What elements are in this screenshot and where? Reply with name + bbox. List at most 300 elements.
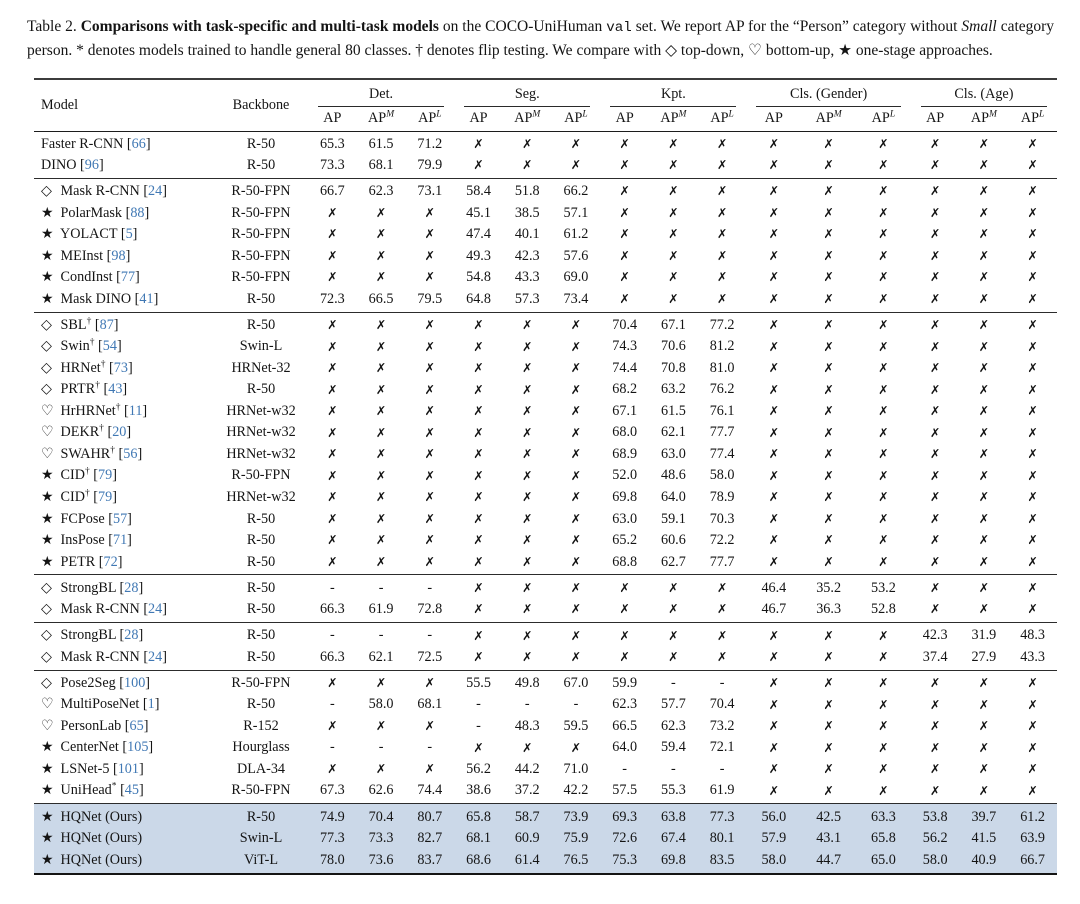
not-supported-cross-icon: ✗ (1027, 136, 1038, 151)
not-supported-cross-icon: ✗ (375, 339, 387, 354)
metric-value: 70.3 (709, 510, 735, 527)
not-supported-cross-icon: ✗ (768, 740, 779, 755)
citation-link[interactable]: 100 (124, 674, 146, 691)
metric-value: 72.5 (417, 648, 443, 665)
citation-link[interactable]: 79 (98, 467, 113, 484)
not-supported-cross-icon: ✗ (716, 227, 728, 242)
not-supported-cross-icon: ✗ (522, 740, 533, 755)
not-supported-cross-icon: ✗ (768, 447, 779, 462)
citation-link[interactable]: 28 (124, 579, 139, 596)
citation-link[interactable]: 54 (102, 338, 117, 355)
not-supported-cross-icon: ✗ (929, 447, 941, 462)
metric-value: 66.2 (552, 178, 601, 202)
metric-value: 55.3 (660, 782, 686, 799)
citation-link[interactable]: 24 (148, 183, 163, 200)
not-supported-cross-icon: ✗ (522, 468, 533, 483)
column-header-ap-m: $AP^M$ (357, 107, 406, 132)
backbone-cell: R-152 (243, 717, 279, 734)
metric-value: 49.8 (503, 670, 552, 694)
metric-value: 82.7 (417, 830, 443, 847)
metric-superscript: L (582, 108, 588, 119)
not-supported-cross-icon: ✗ (823, 270, 834, 285)
group-header-label: Det. (369, 85, 394, 102)
not-supported-cross-icon: ✗ (929, 361, 941, 376)
citation-link[interactable]: 43 (108, 381, 123, 398)
diamond-icon: ◇ (41, 601, 52, 618)
model-name-cell: DINO [96] (41, 157, 104, 174)
model-name: CondInst (57, 269, 113, 286)
not-supported-cross-icon: ✗ (503, 575, 552, 599)
not-supported-cross-icon: ✗ (716, 602, 728, 617)
group-header-rule (756, 85, 900, 107)
no-result-dash: - (573, 696, 579, 713)
metric-value: 57.3 (514, 290, 540, 307)
model-name-cell: ♡ SWAHR† [56] (41, 445, 143, 462)
not-supported-cross-icon: ✗ (522, 533, 533, 548)
model-name-cell: ★ MEInst [98] (41, 247, 131, 264)
not-supported-cross-icon: ✗ (978, 468, 990, 483)
not-supported-cross-icon: ✗ (716, 158, 728, 173)
backbone-cell: DLA-34 (236, 760, 286, 777)
not-supported-cross-icon: ✗ (716, 650, 728, 665)
citation-link[interactable]: 72 (103, 553, 118, 570)
not-supported-cross-icon: ✗ (473, 740, 484, 755)
not-supported-cross-icon: ✗ (823, 468, 834, 483)
metric-value: 68.9 (612, 445, 638, 462)
not-supported-cross-icon: ✗ (823, 227, 834, 242)
table-row-pose2seg-r-50-fpn (34, 670, 1057, 694)
not-supported-cross-icon: ✗ (327, 719, 338, 734)
not-supported-cross-icon: ✗ (823, 382, 834, 397)
model-name: HQNet (Ours) (57, 808, 143, 825)
metric-value: 48.3 (1008, 623, 1057, 647)
not-supported-cross-icon: ✗ (801, 623, 856, 647)
not-supported-cross-icon: ✗ (522, 554, 533, 569)
not-supported-cross-icon: ✗ (327, 447, 338, 462)
caption-text-1: on the COCO-UniHuman (442, 18, 603, 35)
backbone-cell: Swin-L (239, 338, 283, 355)
not-supported-cross-icon: ✗ (978, 533, 990, 548)
column-header-ap: AP (911, 107, 960, 132)
not-supported-cross-icon: ✗ (856, 178, 911, 202)
no-result-dash: - (476, 717, 481, 734)
not-supported-cross-icon: ✗ (375, 719, 387, 734)
model-name: DINO (41, 157, 77, 174)
not-supported-cross-icon: ✗ (424, 447, 435, 462)
not-supported-cross-icon: ✗ (522, 490, 533, 505)
model-name: Mask R-CNN (57, 183, 140, 200)
not-supported-cross-icon: ✗ (522, 650, 533, 665)
not-supported-cross-icon: ✗ (1027, 158, 1038, 173)
model-name-cell: ◇ Swin† [54] (41, 337, 122, 355)
no-result-dash: - (649, 670, 698, 694)
citation-link[interactable]: 24 (148, 601, 163, 618)
table-row-hqnet-ours-r-50 (34, 804, 1057, 828)
citation-link[interactable]: 28 (124, 627, 139, 644)
not-supported-cross-icon: ✗ (473, 447, 484, 462)
not-supported-cross-icon: ✗ (375, 533, 387, 548)
metric-value: 63.8 (649, 804, 698, 828)
not-supported-cross-icon: ✗ (327, 382, 338, 397)
table-row-hqnet-ours-vit-l (34, 849, 1057, 873)
heart-icon: ♡ (41, 717, 54, 734)
not-supported-cross-icon: ✗ (308, 670, 357, 694)
not-supported-cross-icon: ✗ (768, 468, 779, 483)
not-supported-cross-icon: ✗ (424, 490, 435, 505)
metric-value: 58.4 (454, 178, 503, 202)
not-supported-cross-icon: ✗ (668, 158, 679, 173)
metric-value: 62.3 (357, 178, 406, 202)
metric-value: 38.6 (466, 782, 491, 799)
backbone-cell: R-50 (246, 135, 276, 152)
star-icon: ★ (41, 760, 54, 777)
metric-value: 44.2 (514, 760, 540, 777)
no-result-dash: - (524, 696, 530, 713)
not-supported-cross-icon: ✗ (424, 227, 435, 242)
not-supported-cross-icon: ✗ (473, 511, 484, 526)
not-supported-cross-icon: ✗ (668, 227, 679, 242)
not-supported-cross-icon: ✗ (454, 312, 503, 336)
metric-value: 58.0 (922, 851, 948, 868)
citation-link[interactable]: 101 (117, 760, 139, 777)
not-supported-cross-icon: ✗ (801, 178, 856, 202)
backbone-cell: R-50 (246, 648, 276, 665)
not-supported-cross-icon: ✗ (1027, 762, 1038, 777)
table-row-fcpose-r-50 (34, 508, 1057, 530)
not-supported-cross-icon: ✗ (619, 270, 630, 285)
not-supported-cross-icon: ✗ (649, 575, 698, 599)
metric-value: 72.2 (709, 532, 735, 549)
group-header-label: Seg. (514, 85, 540, 102)
not-supported-cross-icon: ✗ (570, 533, 582, 548)
metric-superscript: M (678, 108, 687, 119)
not-supported-cross-icon: ✗ (473, 650, 484, 665)
metric-value: 76.5 (563, 851, 589, 868)
not-supported-cross-icon: ✗ (570, 447, 582, 462)
model-name: HRNet (57, 359, 101, 376)
backbone-cell: R-50 (246, 381, 276, 398)
table-row-hqnet-ours-swin-l (34, 828, 1057, 850)
not-supported-cross-icon: ✗ (473, 468, 484, 483)
column-header-ap: AP (308, 107, 357, 132)
metric-value: 69.8 (660, 851, 686, 868)
table-row-strongbl-r-50 (34, 575, 1057, 599)
citation-link[interactable]: 56 (123, 445, 138, 462)
not-supported-cross-icon: ✗ (878, 697, 889, 712)
metric-value: 69.0 (563, 269, 589, 286)
not-supported-cross-icon: ✗ (600, 575, 649, 599)
model-name-cell: ★ InsPose [71] (41, 532, 132, 549)
group-header-rule (464, 85, 590, 107)
no-result-dash: - (405, 575, 454, 599)
not-supported-cross-icon: ✗ (878, 205, 889, 220)
metric-value: 52.0 (612, 467, 638, 484)
group-header-rule (318, 85, 444, 107)
not-supported-cross-icon: ✗ (1008, 312, 1057, 336)
not-supported-cross-icon: ✗ (768, 783, 779, 798)
model-name: HQNet (Ours) (57, 830, 143, 847)
not-supported-cross-icon: ✗ (357, 312, 406, 336)
table-row-cid-hrnet-w32 (34, 487, 1057, 509)
metric-superscript: L (1039, 108, 1045, 119)
backbone-cell: HRNet-w32 (226, 402, 296, 419)
not-supported-cross-icon: ✗ (978, 205, 990, 220)
table-row-sbl-r-50 (34, 312, 1057, 336)
metric-value: 76.2 (709, 381, 735, 398)
not-supported-cross-icon: ✗ (768, 339, 779, 354)
not-supported-cross-icon: ✗ (570, 650, 582, 665)
model-name-cell: ★ YOLACT [5] (41, 226, 138, 243)
metric-value: 58.0 (709, 467, 735, 484)
diamond-icon: ◇ (41, 316, 52, 333)
not-supported-cross-icon: ✗ (823, 361, 834, 376)
metric-value: 70.4 (600, 312, 649, 336)
not-supported-cross-icon: ✗ (1008, 575, 1057, 599)
star-icon: ★ (41, 553, 54, 570)
not-supported-cross-icon: ✗ (600, 178, 649, 202)
not-supported-cross-icon: ✗ (473, 361, 484, 376)
not-supported-cross-icon: ✗ (619, 227, 630, 242)
not-supported-cross-icon: ✗ (1027, 511, 1038, 526)
backbone-cell: R-50 (246, 157, 276, 174)
metric-value: 67.4 (660, 830, 686, 847)
metric-value: 42.3 (514, 247, 540, 264)
not-supported-cross-icon: ✗ (552, 312, 601, 336)
not-supported-cross-icon: ✗ (375, 248, 387, 263)
metric-value: 69.8 (612, 488, 638, 505)
not-supported-cross-icon: ✗ (768, 511, 779, 526)
star-icon: ★ (41, 739, 54, 756)
not-supported-cross-icon: ✗ (978, 339, 990, 354)
metric-value: 74.4 (417, 782, 443, 799)
metric-value: 66.5 (612, 717, 638, 734)
citation-link[interactable]: 65 (129, 717, 144, 734)
table-row-lsnet-5-dla-34 (34, 759, 1057, 781)
group-header-cls-age (911, 79, 1057, 107)
dagger-mark: † (89, 337, 95, 348)
not-supported-cross-icon: ✗ (570, 158, 582, 173)
not-supported-cross-icon: ✗ (878, 533, 889, 548)
group-header-rule (610, 85, 736, 107)
metric-value: 57.9 (761, 830, 787, 847)
backbone-cell: R-50 (214, 623, 308, 647)
model-name-cell: ★ UniHead* [45] (41, 781, 144, 799)
backbone-cell: R-50 (246, 696, 276, 713)
not-supported-cross-icon: ✗ (668, 602, 679, 617)
backbone-cell: R-50 (246, 510, 276, 527)
diamond-icon: ◇ (41, 627, 52, 644)
model-name: YOLACT (57, 226, 118, 243)
not-supported-cross-icon: ✗ (878, 650, 889, 665)
citation-link[interactable]: 105 (127, 739, 149, 756)
metric-value: 61.5 (368, 135, 394, 152)
metric-value: 63.0 (612, 510, 638, 527)
not-supported-cross-icon: ✗ (768, 650, 779, 665)
backbone-cell: HRNet-w32 (226, 488, 296, 505)
no-result-dash: - (329, 739, 335, 756)
metric-value: 57.1 (563, 204, 589, 221)
group-header-seg (454, 79, 600, 107)
not-supported-cross-icon: ✗ (716, 292, 728, 306)
not-supported-cross-icon: ✗ (911, 670, 960, 694)
no-result-dash: - (378, 739, 384, 756)
metric-value: 64.0 (612, 739, 638, 756)
metric-value: 66.5 (368, 290, 394, 307)
metric-value: 77.4 (709, 445, 735, 462)
model-name-cell: ★ CID† [79] (41, 466, 117, 484)
not-supported-cross-icon: ✗ (522, 382, 533, 397)
citation-link[interactable]: 20 (112, 424, 127, 441)
not-supported-cross-icon: ✗ (698, 623, 747, 647)
metric-value: 63.2 (660, 381, 686, 398)
model-name: MultiPoseNet (57, 696, 140, 713)
not-supported-cross-icon: ✗ (570, 511, 582, 526)
model-name: Mask R-CNN (57, 648, 140, 665)
citation-link[interactable]: 24 (148, 648, 163, 665)
metric-value: 68.1 (417, 696, 443, 713)
results-table-container (34, 78, 1057, 875)
citation-link[interactable]: 5 (125, 226, 133, 243)
metric-value: 77.7 (709, 553, 735, 570)
dagger-mark: † (110, 445, 115, 456)
metric-value: 38.5 (514, 204, 540, 221)
metric-value: 64.8 (466, 290, 491, 307)
not-supported-cross-icon: ✗ (424, 511, 435, 526)
star-icon: ★ (41, 467, 54, 484)
metric-value: 42.5 (801, 804, 856, 828)
backbone-cell: HRNet-32 (231, 359, 291, 376)
not-supported-cross-icon: ✗ (929, 227, 941, 242)
not-supported-cross-icon: ✗ (878, 158, 889, 173)
caption-bold-title: Comparisons with task-specific and multi-task models (80, 18, 439, 35)
column-header-ap-l: $AP^L$ (405, 107, 454, 132)
not-supported-cross-icon: ✗ (768, 382, 779, 397)
not-supported-cross-icon: ✗ (878, 511, 889, 526)
model-name-cell: ★ CenterNet [105] (41, 739, 154, 756)
not-supported-cross-icon: ✗ (327, 361, 338, 376)
metric-value: 70.4 (357, 804, 406, 828)
citation-link[interactable]: 79 (98, 488, 113, 505)
not-supported-cross-icon: ✗ (375, 382, 387, 397)
metric-value: 37.2 (514, 782, 540, 799)
not-supported-cross-icon: ✗ (327, 533, 338, 548)
metric-value: 79.5 (417, 290, 443, 307)
metric-value: 56.2 (922, 830, 948, 847)
not-supported-cross-icon: ✗ (1027, 339, 1038, 354)
not-supported-cross-icon: ✗ (929, 270, 941, 285)
dagger-mark: † (95, 380, 100, 391)
metric-value: 40.9 (971, 851, 997, 868)
citation-link[interactable]: 66 (131, 135, 146, 152)
not-supported-cross-icon: ✗ (570, 361, 582, 376)
not-supported-cross-icon: ✗ (327, 762, 338, 777)
table-row-strongbl-r-50 (34, 623, 1057, 647)
not-supported-cross-icon: ✗ (746, 312, 801, 336)
not-supported-cross-icon: ✗ (619, 650, 630, 665)
table-row-multiposenet-r-50 (34, 694, 1057, 716)
model-name-cell: ♡ HrHRNet† [11] (41, 402, 148, 419)
metric-value: 79.9 (417, 157, 443, 174)
not-supported-cross-icon: ✗ (1027, 697, 1038, 712)
metric-value: 67.1 (612, 402, 638, 419)
not-supported-cross-icon: ✗ (503, 623, 552, 647)
metric-value: 72.1 (709, 739, 735, 756)
not-supported-cross-icon: ✗ (878, 227, 889, 242)
metric-value: 49.3 (466, 247, 491, 264)
citation-link[interactable]: 57 (112, 510, 128, 527)
not-supported-cross-icon: ✗ (473, 136, 484, 151)
metric-value: 37.4 (922, 648, 948, 665)
citation-link[interactable]: 73 (113, 359, 128, 376)
metric-value: 65.8 (870, 830, 896, 847)
metric-value: 72.6 (612, 830, 638, 847)
model-name-cell: ◇ PRTR† [43] (41, 380, 128, 398)
not-supported-cross-icon: ✗ (823, 783, 834, 798)
not-supported-cross-icon: ✗ (978, 762, 990, 777)
no-result-dash: - (357, 623, 406, 647)
not-supported-cross-icon: ✗ (552, 623, 601, 647)
no-result-dash: - (698, 670, 747, 694)
not-supported-cross-icon: ✗ (878, 490, 889, 505)
citation-link[interactable]: 45 (124, 782, 139, 799)
metric-value: 64.0 (660, 488, 686, 505)
citation-link[interactable]: 88 (130, 204, 145, 221)
dagger-mark: † (100, 359, 106, 370)
citation-link[interactable]: 1 (147, 696, 155, 713)
column-header-ap-m: $AP^M$ (960, 107, 1009, 132)
metric-value: 81.2 (709, 338, 735, 355)
metric-value: 68.2 (612, 381, 638, 398)
column-header-ap: AP (600, 107, 649, 132)
metric-value: 77.2 (698, 312, 747, 336)
citation-link[interactable]: 77 (120, 269, 136, 286)
citation-link[interactable]: 98 (111, 247, 126, 264)
citation-link[interactable]: 96 (84, 157, 99, 174)
model-name-cell: ♡ MultiPoseNet [1] (41, 696, 160, 713)
not-supported-cross-icon: ✗ (619, 136, 630, 151)
model-name-cell: Faster R-CNN [66] (41, 135, 151, 152)
not-supported-cross-icon: ✗ (878, 425, 889, 440)
results-table-body (34, 131, 1057, 873)
star-icon: ★ (41, 532, 54, 549)
backbone-cell: HRNet-w32 (226, 445, 296, 462)
metric-value: 57.5 (612, 782, 638, 799)
no-result-dash: - (308, 575, 357, 599)
citation-link[interactable]: 87 (99, 316, 114, 333)
metric-value: 54.8 (466, 269, 491, 286)
column-header-model: Model (34, 79, 214, 132)
citation-link[interactable]: 11 (128, 402, 143, 419)
table-row-condinst-r-50-fpn (34, 267, 1057, 289)
citation-link[interactable]: 41 (139, 290, 154, 307)
star-icon: ★ (41, 226, 54, 243)
not-supported-cross-icon: ✗ (570, 554, 582, 569)
not-supported-cross-icon: ✗ (473, 382, 484, 397)
not-supported-cross-icon: ✗ (929, 762, 941, 777)
model-name: CenterNet (57, 739, 119, 756)
metric-superscript: M (532, 108, 541, 119)
model-name-cell (34, 804, 214, 828)
model-name-cell: ◇ Mask R-CNN [24] (41, 648, 167, 665)
metric-value: 51.8 (503, 178, 552, 202)
metric-value: 74.4 (612, 359, 638, 376)
caption-italic-small: Small (961, 18, 997, 35)
metric-value: 61.2 (1008, 804, 1057, 828)
citation-link[interactable]: 71 (112, 532, 128, 549)
metric-value: 48.3 (514, 717, 540, 734)
not-supported-cross-icon: ✗ (473, 602, 484, 617)
not-supported-cross-icon: ✗ (375, 490, 387, 505)
